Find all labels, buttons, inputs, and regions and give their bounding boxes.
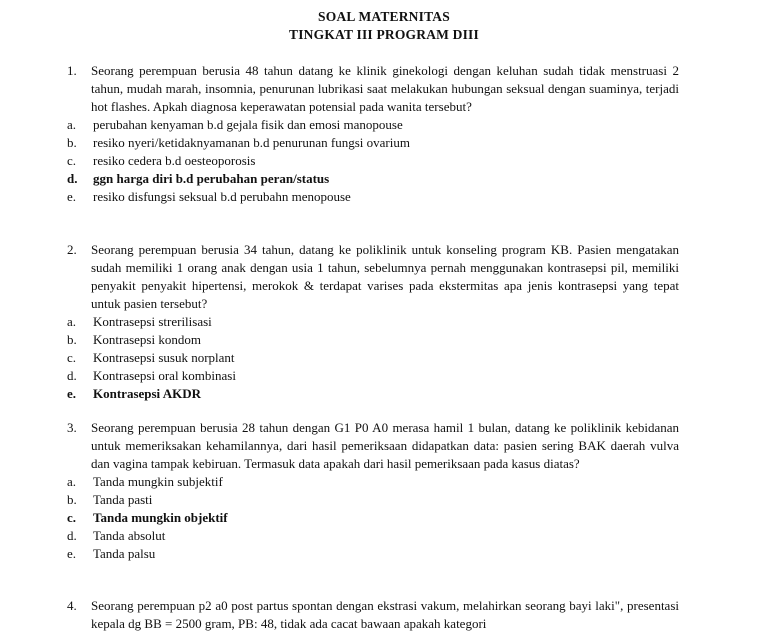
question-3	[67, 419, 679, 563]
option-text: Tanda absolut	[93, 528, 166, 543]
option-d-correct[interactable]	[67, 170, 679, 188]
option-d[interactable]	[67, 527, 679, 545]
option-text: ggn harga diri b.d perubahan peran/status	[93, 171, 330, 186]
option-text: Kontrasepsi strerilisasi	[93, 314, 212, 329]
option-a[interactable]	[67, 473, 679, 491]
option-letter: d.	[67, 368, 77, 383]
option-c[interactable]	[67, 349, 679, 367]
question-text: Seorang perempuan p2 a0 post partus spontan dengan ekstrasi vakum, melahirkan seorang bayi laki", presentasi kepala dg BB = 2500 gram, PB: 48, tidak ada cacat bawaan apakah kategori	[91, 598, 679, 631]
question-2	[67, 241, 679, 403]
option-text: Kontrasepsi kondom	[93, 332, 201, 347]
question-number: 3.	[67, 420, 77, 435]
document-title: SOAL MATERNITAS	[318, 9, 450, 24]
option-c[interactable]	[67, 152, 679, 170]
option-b[interactable]	[67, 134, 679, 152]
question-text: Seorang perempuan berusia 34 tahun, datang ke poliklinik untuk konseling program KB. Pasien mengatakan sudah memiliki 1 orang anak dengan usia 1 tahun, sebelumnya pernah menggunakan kontrasepsi pil, memiliki penyakit penyakit hipertensi, merokok & terdapat varises pada ekstermitas apa jenis kontrasepsi yang tepat untuk pasien tersebut?	[91, 242, 679, 311]
question-stem	[67, 241, 679, 313]
option-text: Tanda mungkin subjektif	[93, 474, 223, 489]
option-d[interactable]	[67, 367, 679, 385]
option-letter: d.	[67, 171, 78, 186]
option-letter: c.	[67, 510, 77, 525]
option-e-correct[interactable]	[67, 385, 679, 403]
option-letter: c.	[67, 153, 77, 168]
option-text: perubahan kenyaman b.d gejala fisik dan emosi manopouse	[93, 117, 403, 132]
option-letter: b.	[67, 135, 77, 150]
option-letter: a.	[67, 314, 77, 329]
option-e[interactable]	[67, 545, 679, 563]
option-text: Tanda mungkin objektif	[93, 510, 228, 525]
option-text: Tanda pasti	[93, 492, 153, 507]
option-text: Tanda palsu	[93, 546, 156, 561]
option-letter: e.	[67, 386, 77, 401]
option-b[interactable]	[67, 331, 679, 349]
question-4	[67, 597, 679, 633]
option-text: resiko nyeri/ketidaknyamanan b.d penurunan fungsi ovarium	[93, 135, 410, 150]
option-text: Kontrasepsi AKDR	[93, 386, 201, 401]
option-text: resiko cedera b.d oesteoporosis	[93, 153, 256, 168]
question-stem	[67, 597, 679, 633]
option-letter: b.	[67, 332, 77, 347]
option-text: Kontrasepsi susuk norplant	[93, 350, 235, 365]
option-a[interactable]	[67, 116, 679, 134]
question-text: Seorang perempuan berusia 28 tahun dengan G1 P0 A0 merasa hamil 1 bulan, datang ke poliklinik kebidanan untuk memeriksakan kehamilannya, dari hasil pemeriksaan didapatkan data: pasien sering BAK daerah vulva dan vagina tampak kebiruan. Termasuk data apakah dari hasil pemeriksaan pada kasus diatas?	[91, 420, 679, 471]
option-e[interactable]	[67, 188, 679, 206]
question-number: 4.	[67, 598, 77, 613]
option-letter: e.	[67, 546, 77, 561]
option-letter: b.	[67, 492, 77, 507]
option-letter: a.	[67, 117, 77, 132]
option-text: Kontrasepsi oral kombinasi	[93, 368, 236, 383]
option-a[interactable]	[67, 313, 679, 331]
question-stem	[67, 419, 679, 473]
option-letter: e.	[67, 189, 77, 204]
question-1	[67, 62, 679, 206]
document-subtitle: TINGKAT III PROGRAM DIII	[289, 27, 479, 42]
option-letter: d.	[67, 528, 77, 543]
option-c-correct[interactable]	[67, 509, 679, 527]
question-number: 2.	[67, 242, 77, 257]
option-text: resiko disfungsi seksual b.d perubahn menopouse	[93, 189, 351, 204]
question-number: 1.	[67, 63, 77, 78]
option-b[interactable]	[67, 491, 679, 509]
question-stem	[67, 62, 679, 116]
option-letter: c.	[67, 350, 77, 365]
option-letter: a.	[67, 474, 77, 489]
question-text: Seorang perempuan berusia 48 tahun datang ke klinik ginekologi dengan keluhan sudah tidak menstruasi 2 tahun, mudah marah, insomnia, penurunan lubrikasi saat melakukan hubungan seksual dengan suaminya, terjadi hot flashes. Apkah diagnosa keperawatan potensial pada wanita tersebut?	[91, 63, 679, 114]
